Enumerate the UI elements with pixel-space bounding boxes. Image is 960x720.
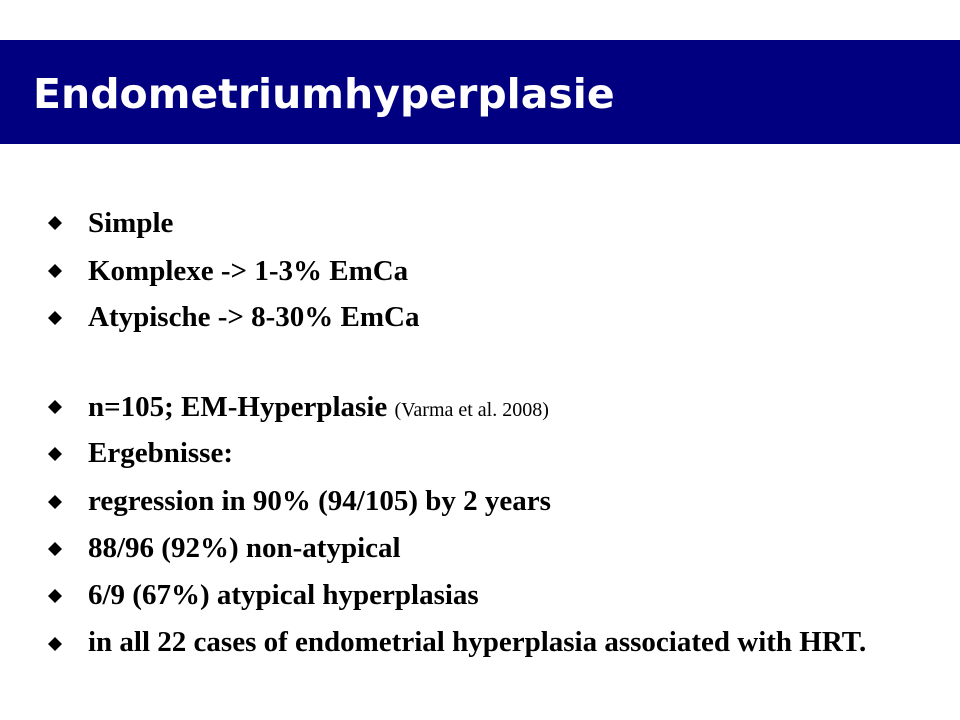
bullet-text: 88/96 (92%) non-atypical: [88, 532, 401, 564]
bullet-text: Simple: [88, 207, 174, 239]
diamond-bullet-icon: [48, 495, 62, 509]
bullet-text: Komplexe -> 1-3% EmCa: [88, 255, 409, 287]
diamond-bullet-icon: [48, 216, 62, 230]
bullet-text: [88, 391, 928, 426]
bullet-text: in all 22 cases of endometrial hyperplasia associated with HRT.: [88, 626, 867, 658]
diamond-bullet-icon: [48, 542, 62, 556]
slide-title: Endometriumhyperplasie: [33, 70, 615, 118]
bullet-text: 6/9 (67%) atypical hyperplasias: [88, 579, 479, 611]
citation-text: (Varma et al. 2008): [394, 399, 549, 421]
diamond-bullet-icon: [48, 400, 62, 414]
diamond-bullet-icon: [48, 589, 62, 603]
bullet-main-text: n=105; EM-Hyperplasie: [88, 391, 388, 423]
bullet-text: regression in 90% (94/105) by 2 years: [88, 485, 551, 517]
diamond-bullet-icon: [48, 311, 62, 325]
diamond-bullet-icon: [48, 447, 62, 461]
bullet-text: Atypische -> 8-30% EmCa: [88, 301, 420, 333]
diamond-bullet-icon: [48, 264, 62, 278]
bullet-text: Ergebnisse:: [88, 437, 233, 469]
diamond-bullet-icon: [48, 637, 62, 651]
